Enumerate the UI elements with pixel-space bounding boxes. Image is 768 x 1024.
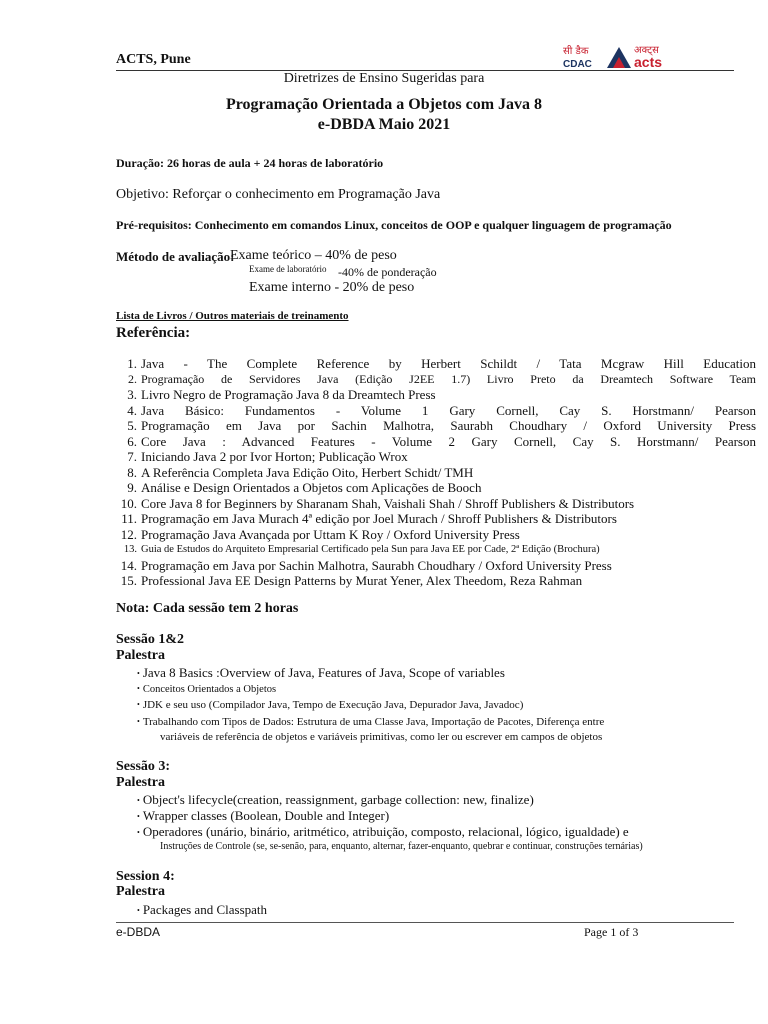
session-title: Sessão 3: [116,759,171,774]
footer-divider [116,922,734,923]
logo-right-sub: acts [634,54,663,69]
session-bullet: • Packages and Classpath [137,902,268,917]
bullet-icon: • [137,684,140,693]
evaluation-label: Método de avaliação: [116,249,235,264]
session-bullet: • Object's lifecycle(creation, reassignment, garbage collection: new, finalize) [137,792,534,807]
session-bullet: • Conceitos Orientados a Objetos [137,684,277,695]
prerequisites-text: Pré-requisitos: Conhecimento em comandos Linux, conceitos de OOP e qualquer linguagem de programação [116,218,672,232]
references-heading: Referência: [116,325,191,341]
reference-item: 2. Programação de Servidores Java (Edição J2EE 1.7) Livro Preto da Dreamtech Software Team [128,371,756,386]
session-subtitle: Palestra [116,648,165,663]
reference-item: 7. Iniciando Java 2 por Ivor Horton; Publicação Wrox [127,449,408,464]
session-title: Sessão 1&2 [116,632,185,647]
logo-right-hindi: अक्ट्स [634,45,659,56]
header-organization: ACTS, Pune [116,52,191,67]
session-title: Session 4: [116,869,175,884]
page-number: Page 1 of 3 [584,925,639,939]
footer-course-code: e-DBDA [116,925,161,939]
objective-text: Objetivo: Reforçar o conhecimento em Programação Java [116,187,441,202]
session-bullet: • Trabalhando com Tipos de Dados: Estrutura de uma Classe Java, Importação de Pacotes, Diferença entre [137,716,605,728]
course-subtitle: e-DBDA Maio 2021 [317,116,451,133]
bullet-icon: • [137,669,140,678]
intro-line: Diretrizes de Ensino Sugeridas para [283,71,485,86]
bullet-icon: • [137,796,140,805]
reference-item: 10. Core Java 8 for Beginners by Sharanam Shah, Vaishali Shah / Shroff Publishers & Distributors [120,495,635,511]
reference-item: 5. Programação em Java por Sachin Malhotra, Saurabh Choudhary / Oxford University Press [127,418,756,433]
session-bullet: • Operadores (unário, binário, aritmético, atribuição, composto, relacional, lógico, igualdade) e [137,824,629,839]
session-subtitle: Palestra [116,884,165,899]
booklist-label: Lista de Livros / Outros materiais de treinamento [116,310,349,322]
reference-item: 11. Programação em Java Murach 4ª edição por Joel Murach / Shroff Publishers & Distributors [121,511,617,526]
duration-text: Duração: 26 horas de aula + 24 horas de laboratório [116,156,384,170]
evaluation-internal: Exame interno - 20% de peso [249,280,415,295]
evaluation-lab-weight: -40% de ponderação [338,265,437,279]
logo-left-sub: CDAC [563,59,592,69]
session-note: Nota: Cada sessão tem 2 horas [116,601,299,616]
cdac-acts-logo [561,42,679,69]
reference-item: 15. Professional Java EE Design Patterns by Murat Yener, Alex Theedom, Reza Rahman [120,573,583,588]
bullet-icon: • [137,812,140,821]
bullet-icon: • [137,906,140,915]
references-list [116,356,756,589]
bullet-icon: • [137,700,140,709]
reference-item: 14. Programação em Java por Sachin Malhotra, Saurabh Choudhary / Oxford University Press [120,557,612,573]
reference-item: 9. Análise e Design Orientados a Objetos com Aplicações de Booch [127,480,482,495]
session-bullet: • Wrapper classes (Boolean, Double and Integer) [137,808,390,823]
reference-item: 12. Programação Java Avançada por Uttam K Roy / Oxford University Press [120,526,520,542]
reference-item: 1. Java - The Complete Reference by Herbert Schildt / Tata Mcgraw Hill Education [127,356,756,371]
session-subtitle: Palestra [116,775,165,790]
reference-item: 4. Java Básico: Fundamentos - Volume 1 Gary Cornell, Cay S. Horstmann/ Pearson [127,402,756,418]
reference-item: 3. Livro Negro de Programação Java 8 da Dreamtech Press [127,387,436,402]
reference-item: 8. A Referência Completa Java Edição Oito, Herbert Schidt/ TMH [127,464,474,480]
evaluation-theory: Exame teórico – 40% de peso [230,248,397,263]
session-bullet-continuation: variáveis de referência de objetos e variáveis primitivas, como ler ou escrever em campos de objetos [160,731,603,743]
session-bullet-continuation: Instruções de Controle (se, se-senão, para, enquanto, alternar, fazer-enquanto, quebrar e continuar, construções ternárias) [160,841,643,852]
reference-item: 6. Core Java : Advanced Features - Volume 2 Gary Cornell, Cay S. Horstmann/ Pearson [127,433,756,449]
reference-item: 13. Guia de Estudos do Arquiteto Empresarial Certificado pela Sun para Java EE por Cade, 2ª Edição (Brochura) [123,544,600,555]
bullet-icon: • [137,717,140,726]
bullet-icon: • [137,828,140,837]
session-bullet: • JDK e seu uso (Compilador Java, Tempo de Execução Java, Depurador Java, Javadoc) [137,699,524,711]
session-bullet: • Java 8 Basics :Overview of Java, Features of Java, Scope of variables [137,665,505,680]
course-title: Programação Orientada a Objetos com Java 8 [225,96,543,113]
evaluation-lab-small: Exame de laboratório [249,264,327,274]
logo-left-hindi: सी डैक [563,46,589,57]
